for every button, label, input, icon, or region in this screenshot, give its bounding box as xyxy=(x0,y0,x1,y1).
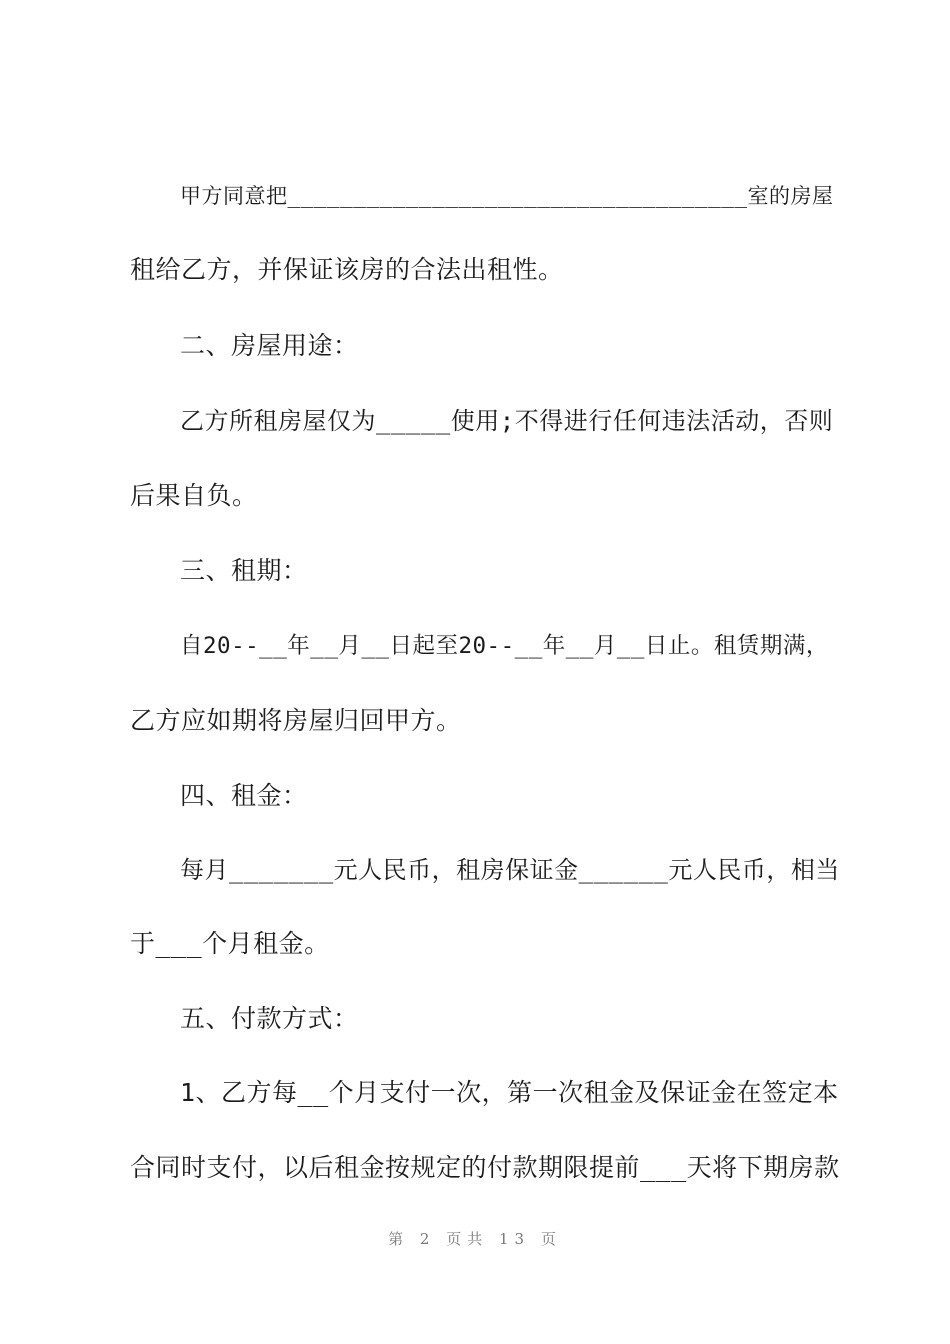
paragraph-line: 每月_______元人民币，租房保证金______元人民币，相当 xyxy=(180,856,840,884)
section-heading: 三、租期： xyxy=(180,556,308,585)
paragraph-line: 乙方所租房屋仅为_____使用;不得进行任何违法活动，否则 xyxy=(180,407,834,435)
section-heading: 五、付款方式： xyxy=(180,1004,359,1033)
paragraph-line: 1、乙方每__个月支付一次，第一次租金及保证金在签定本 xyxy=(180,1078,839,1107)
paragraph-line: 乙方应如期将房屋归回甲方。 xyxy=(130,706,462,735)
section-heading: 四、租金： xyxy=(180,781,308,810)
paragraph-line: 后果自负。 xyxy=(130,481,258,510)
paragraph-line: 自20--__年__月__日起至20--__年__月__日止。租赁期满， xyxy=(180,633,829,659)
paragraph-line: 甲方同意把___________________________________室的房屋 xyxy=(180,184,834,208)
paragraph-line: 合同时支付，以后租金按规定的付款期限提前___天将下期房款 xyxy=(130,1153,840,1182)
paragraph-line: 于___个月租金。 xyxy=(130,929,330,958)
paragraph-line: 租给乙方，并保证该房的合法出租性。 xyxy=(130,255,564,284)
page-number-footer: 第 2 页共 13 页 xyxy=(388,1230,562,1248)
section-heading: 二、房屋用途： xyxy=(180,331,359,360)
